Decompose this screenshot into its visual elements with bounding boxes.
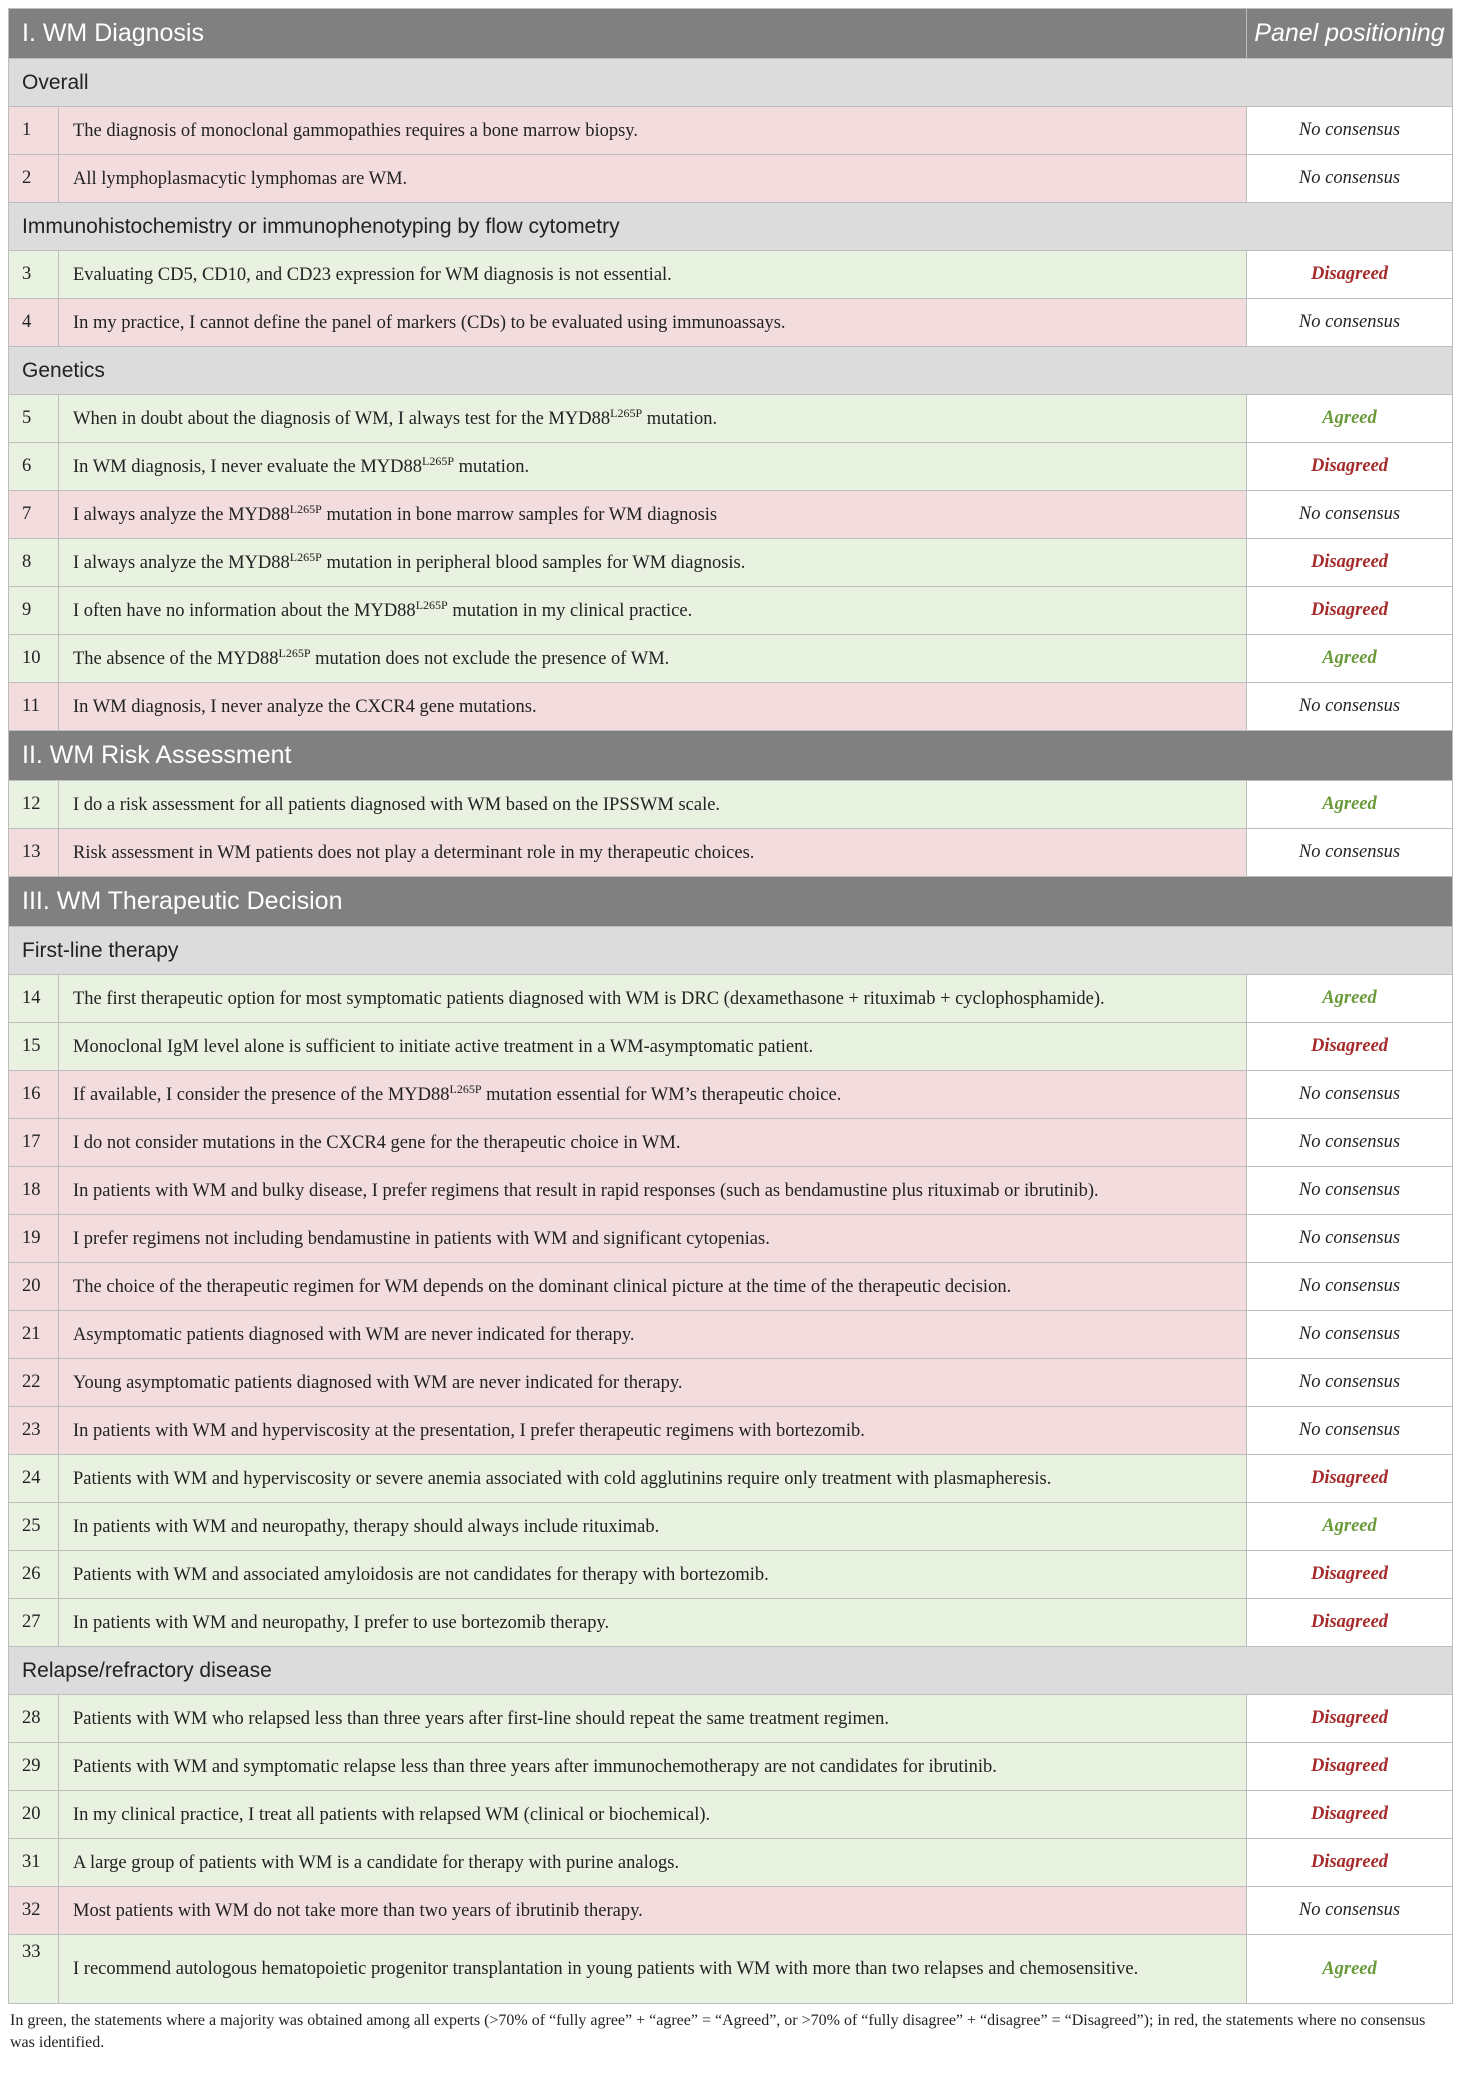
- statement-number: 7: [9, 491, 59, 539]
- section-title: II. WM Risk Assessment: [9, 731, 1453, 781]
- statement-text-part: I do not consider mutations in the CXCR4 gene for the therapeutic choice in WM.: [73, 1132, 681, 1153]
- statement-number: 32: [9, 1887, 59, 1935]
- section-header-risk: [9, 731, 1453, 781]
- statement-row: [9, 1887, 1453, 1935]
- statement-text-part: mutation.: [642, 408, 718, 429]
- statement-number: 11: [9, 683, 59, 731]
- statement-number: 21: [9, 1311, 59, 1359]
- subsection-header: [9, 347, 1453, 395]
- statement-text-part: Young asymptomatic patients diagnosed with WM are never indicated for therapy.: [73, 1372, 683, 1393]
- status-disagreed: Disagreed: [1310, 264, 1389, 284]
- statement-number: 10: [9, 635, 59, 683]
- panel-position-cell: [1247, 975, 1453, 1023]
- status-nocons: No consensus: [1298, 1900, 1401, 1920]
- panel-position-cell: [1247, 395, 1453, 443]
- status-agreed: Agreed: [1322, 988, 1377, 1008]
- statement-text: [59, 1791, 1247, 1839]
- statement-row: [9, 1839, 1453, 1887]
- statement-text-part: mutation in my clinical practice.: [447, 600, 693, 621]
- status-disagreed: Disagreed: [1310, 1756, 1389, 1776]
- statement-number: 33: [9, 1935, 59, 2004]
- statement-text-part: Monoclonal IgM level alone is sufficient to initiate active treatment in a WM-asymptomatic patient.: [73, 1036, 814, 1057]
- statement-number: 28: [9, 1695, 59, 1743]
- panel-position-cell: [1247, 1167, 1453, 1215]
- statement-number: 15: [9, 1023, 59, 1071]
- statement-row: [9, 1695, 1453, 1743]
- status-nocons: No consensus: [1298, 696, 1401, 716]
- status-agreed: Agreed: [1322, 648, 1377, 668]
- section-header-diagnosis: [9, 9, 1453, 59]
- statement-text: [59, 443, 1247, 491]
- statement-number: 23: [9, 1407, 59, 1455]
- statement-row: [9, 539, 1453, 587]
- subsection-header: [9, 1647, 1453, 1695]
- panel-position-cell: [1247, 491, 1453, 539]
- statement-text-part: Patients with WM and symptomatic relapse less than three years after immunochemotherapy are not candidates for ibrutinib.: [73, 1756, 997, 1777]
- statement-text: [59, 829, 1247, 877]
- statement-text: [59, 1263, 1247, 1311]
- statement-number: 2: [9, 155, 59, 203]
- statement-text-part: In my practice, I cannot define the panel of markers (CDs) to be evaluated using immunoassays.: [73, 312, 786, 333]
- statement-text: [59, 491, 1247, 539]
- statement-text-part: The first therapeutic option for most symptomatic patients diagnosed with WM is DRC (dexamethasone + rituximab + cyclophosphamide).: [73, 988, 1105, 1009]
- status-disagreed: Disagreed: [1310, 1564, 1389, 1584]
- panel-position-cell: [1247, 155, 1453, 203]
- statement-text: [59, 1839, 1247, 1887]
- status-disagreed: Disagreed: [1310, 1036, 1389, 1056]
- statement-text: [59, 1887, 1247, 1935]
- statement-number: 14: [9, 975, 59, 1023]
- statement-text: [59, 299, 1247, 347]
- statement-text-part: mutation essential for WM’s therapeutic choice.: [481, 1084, 842, 1105]
- mutation-superscript: L265P: [449, 1081, 482, 1096]
- panel-position-cell: [1247, 635, 1453, 683]
- statement-row: [9, 781, 1453, 829]
- status-agreed: Agreed: [1322, 794, 1377, 814]
- statement-row: [9, 829, 1453, 877]
- status-disagreed: Disagreed: [1310, 1852, 1389, 1872]
- panel-position-cell: [1247, 1215, 1453, 1263]
- statement-row: [9, 1311, 1453, 1359]
- statement-row: [9, 1743, 1453, 1791]
- statement-number: 20: [9, 1263, 59, 1311]
- panel-position-cell: [1247, 683, 1453, 731]
- statement-text-part: mutation.: [454, 456, 530, 477]
- subsection-header: [9, 927, 1453, 975]
- status-nocons: No consensus: [1298, 312, 1401, 332]
- panel-position-cell: [1247, 299, 1453, 347]
- statement-text: [59, 107, 1247, 155]
- statement-text: [59, 1023, 1247, 1071]
- statement-text-part: I always analyze the MYD88: [73, 552, 290, 573]
- statement-number: 8: [9, 539, 59, 587]
- mutation-superscript: L265P: [415, 597, 448, 612]
- status-agreed: Agreed: [1322, 1516, 1377, 1536]
- statement-number: 18: [9, 1167, 59, 1215]
- statement-text-part: Risk assessment in WM patients does not play a determinant role in my therapeutic choices.: [73, 842, 755, 863]
- statement-row: [9, 1455, 1453, 1503]
- statement-row: [9, 1071, 1453, 1119]
- subsection-title: Genetics: [9, 347, 1453, 395]
- statement-text: [59, 1599, 1247, 1647]
- subsection-title: Overall: [9, 59, 1453, 107]
- statement-text-part: In patients with WM and neuropathy, therapy should always include rituximab.: [73, 1516, 660, 1537]
- statement-text-part: I often have no information about the MYD88: [73, 600, 416, 621]
- panel-position-cell: [1247, 1599, 1453, 1647]
- panel-position-cell: [1247, 1407, 1453, 1455]
- subsection-title: First-line therapy: [9, 927, 1453, 975]
- status-nocons: No consensus: [1298, 1132, 1401, 1152]
- statement-number: 6: [9, 443, 59, 491]
- statement-text-part: I do a risk assessment for all patients diagnosed with WM based on the IPSSWM scale.: [73, 794, 721, 815]
- statement-text-part: All lymphoplasmacytic lymphomas are WM.: [73, 168, 408, 189]
- panel-position-cell: [1247, 1743, 1453, 1791]
- panel-position-cell: [1247, 1263, 1453, 1311]
- statement-text: [59, 1167, 1247, 1215]
- statement-text: [59, 587, 1247, 635]
- status-agreed: Agreed: [1322, 408, 1377, 428]
- status-disagreed: Disagreed: [1310, 1708, 1389, 1728]
- status-nocons: No consensus: [1298, 1084, 1401, 1104]
- panel-position-cell: [1247, 1551, 1453, 1599]
- status-disagreed: Disagreed: [1310, 600, 1389, 620]
- statement-number: 26: [9, 1551, 59, 1599]
- statement-row: [9, 1023, 1453, 1071]
- statement-row: [9, 1359, 1453, 1407]
- table-footnote: In green, the statements where a majority was obtained among all experts (>70% of “fully agree” + “agree” = “Agreed”, or >70% of “fully disagree” + “disagree” = “Disagreed”); in red, the statements where no consensus was identified.: [10, 2012, 1426, 2051]
- statement-text-part: In WM diagnosis, I never analyze the CXCR4 gene mutations.: [73, 696, 537, 717]
- consensus-table: [8, 8, 1453, 2004]
- statement-row: [9, 1167, 1453, 1215]
- statement-text: [59, 1215, 1247, 1263]
- statement-text-part: Patients with WM and associated amyloidosis are not candidates for therapy with bortezomib.: [73, 1564, 769, 1585]
- statement-row: [9, 251, 1453, 299]
- statement-text-part: Most patients with WM do not take more than two years of ibrutinib therapy.: [73, 1900, 643, 1921]
- statement-text-part: In patients with WM and hyperviscosity at the presentation, I prefer therapeutic regimens with bortezomib.: [73, 1420, 865, 1441]
- statement-text: [59, 1551, 1247, 1599]
- statement-row: [9, 587, 1453, 635]
- statement-text-part: Patients with WM who relapsed less than three years after first-line should repeat the same treatment regimen.: [73, 1708, 889, 1729]
- statement-text-part: I recommend autologous hematopoietic progenitor transplantation in young patients with WM with more than two relapses and chemosensitive.: [73, 1959, 1139, 1979]
- panel-position-cell: [1247, 1935, 1453, 2004]
- subsection-header: [9, 59, 1453, 107]
- statement-text: [59, 395, 1247, 443]
- statement-text: [59, 1503, 1247, 1551]
- statement-row: [9, 1407, 1453, 1455]
- statement-row: [9, 299, 1453, 347]
- panel-position-cell: [1247, 1119, 1453, 1167]
- status-nocons: No consensus: [1298, 842, 1401, 862]
- statement-text: [59, 155, 1247, 203]
- status-nocons: No consensus: [1298, 168, 1401, 188]
- mutation-superscript: L265P: [422, 453, 455, 468]
- status-disagreed: Disagreed: [1310, 1468, 1389, 1488]
- statement-row: [9, 395, 1453, 443]
- statement-number: 24: [9, 1455, 59, 1503]
- panel-position-cell: [1247, 781, 1453, 829]
- statement-row: [9, 1119, 1453, 1167]
- panel-position-cell: [1247, 1023, 1453, 1071]
- section-title: III. WM Therapeutic Decision: [9, 877, 1453, 927]
- statement-row: [9, 1503, 1453, 1551]
- statement-number: 20: [9, 1791, 59, 1839]
- status-disagreed: Disagreed: [1310, 1612, 1389, 1632]
- statement-text: [59, 1119, 1247, 1167]
- statement-text: [59, 1359, 1247, 1407]
- statement-text: [59, 635, 1247, 683]
- panel-position-cell: [1247, 829, 1453, 877]
- panel-position-cell: [1247, 1791, 1453, 1839]
- subsection-title: Immunohistochemistry or immunophenotyping by flow cytometry: [9, 203, 1453, 251]
- section-title: I. WM Diagnosis: [9, 9, 1247, 59]
- mutation-superscript: L265P: [610, 405, 643, 420]
- panel-position-cell: [1247, 251, 1453, 299]
- statement-text: [59, 683, 1247, 731]
- statement-row: [9, 1599, 1453, 1647]
- panel-position-cell: [1247, 1503, 1453, 1551]
- status-agreed: Agreed: [1322, 1958, 1377, 1979]
- status-nocons: No consensus: [1298, 1372, 1401, 1392]
- status-nocons: No consensus: [1298, 120, 1401, 140]
- table-container: [8, 8, 1452, 2054]
- statement-row: [9, 107, 1453, 155]
- status-nocons: No consensus: [1298, 1276, 1401, 1296]
- panel-position-cell: [1247, 1071, 1453, 1119]
- statement-text-part: mutation in bone marrow samples for WM diagnosis: [321, 504, 718, 525]
- panel-position-cell: [1247, 1359, 1453, 1407]
- subsection-title: Relapse/refractory disease: [9, 1647, 1453, 1695]
- subsection-header: [9, 203, 1453, 251]
- statement-text-part: mutation does not exclude the presence of WM.: [310, 648, 670, 669]
- statement-text-part: I always analyze the MYD88: [73, 504, 290, 525]
- panel-position-cell: [1247, 587, 1453, 635]
- statement-number: 22: [9, 1359, 59, 1407]
- mutation-superscript: L265P: [278, 645, 311, 660]
- status-disagreed: Disagreed: [1310, 1804, 1389, 1824]
- statement-number: 31: [9, 1839, 59, 1887]
- status-nocons: No consensus: [1298, 1420, 1401, 1440]
- statement-number: 16: [9, 1071, 59, 1119]
- statement-number: 27: [9, 1599, 59, 1647]
- statement-row: [9, 683, 1453, 731]
- panel-position-cell: [1247, 443, 1453, 491]
- statement-row: [9, 443, 1453, 491]
- statement-number: 5: [9, 395, 59, 443]
- statement-text: [59, 1455, 1247, 1503]
- statement-text: [59, 1935, 1247, 2004]
- statement-row: [9, 1215, 1453, 1263]
- statement-text-part: The absence of the MYD88: [73, 648, 279, 669]
- statement-number: 25: [9, 1503, 59, 1551]
- statement-text: [59, 1071, 1247, 1119]
- panel-position-cell: [1247, 1839, 1453, 1887]
- panel-position-cell: [1247, 1887, 1453, 1935]
- statement-row: [9, 1551, 1453, 1599]
- panel-positioning-header: Panel positioning: [1247, 9, 1453, 59]
- statement-row: [9, 491, 1453, 539]
- statement-row: [9, 155, 1453, 203]
- statement-number: 13: [9, 829, 59, 877]
- statement-text-part: The choice of the therapeutic regimen for WM depends on the dominant clinical picture at the time of the therapeutic decision.: [73, 1276, 1012, 1297]
- mutation-superscript: L265P: [289, 501, 322, 516]
- statement-number: 19: [9, 1215, 59, 1263]
- statement-text: [59, 975, 1247, 1023]
- status-nocons: No consensus: [1298, 1324, 1401, 1344]
- statement-text: [59, 1311, 1247, 1359]
- status-nocons: No consensus: [1298, 1228, 1401, 1248]
- statement-number: 4: [9, 299, 59, 347]
- statement-text-part: In WM diagnosis, I never evaluate the MYD88: [73, 456, 423, 477]
- section-header-therapy: [9, 877, 1453, 927]
- statement-text-part: Evaluating CD5, CD10, and CD23 expression for WM diagnosis is not essential.: [73, 264, 672, 285]
- statement-number: 17: [9, 1119, 59, 1167]
- statement-number: 9: [9, 587, 59, 635]
- statement-row: [9, 635, 1453, 683]
- panel-position-cell: [1247, 1695, 1453, 1743]
- panel-position-cell: [1247, 539, 1453, 587]
- panel-position-cell: [1247, 1311, 1453, 1359]
- statement-number: 12: [9, 781, 59, 829]
- mutation-superscript: L265P: [289, 549, 322, 564]
- status-disagreed: Disagreed: [1310, 456, 1389, 476]
- status-nocons: No consensus: [1298, 1180, 1401, 1200]
- statement-row: [9, 1263, 1453, 1311]
- statement-text-part: In patients with WM and neuropathy, I prefer to use bortezomib therapy.: [73, 1612, 610, 1633]
- statement-text-part: In patients with WM and bulky disease, I prefer regimens that result in rapid responses (such as bendamustine plus rituximab or ibrutinib).: [73, 1180, 1099, 1201]
- statement-text: [59, 1695, 1247, 1743]
- statement-text-part: Asymptomatic patients diagnosed with WM are never indicated for therapy.: [73, 1324, 635, 1345]
- statement-text-part: Patients with WM and hyperviscosity or severe anemia associated with cold agglutinins require only treatment with plasmapheresis.: [73, 1468, 1052, 1489]
- statement-text: [59, 1407, 1247, 1455]
- panel-position-cell: [1247, 107, 1453, 155]
- statement-number: 3: [9, 251, 59, 299]
- statement-row: [9, 975, 1453, 1023]
- status-disagreed: Disagreed: [1310, 552, 1389, 572]
- statement-text: [59, 251, 1247, 299]
- statement-text: [59, 539, 1247, 587]
- panel-position-cell: [1247, 1455, 1453, 1503]
- statement-text-part: In my clinical practice, I treat all patients with relapsed WM (clinical or biochemical).: [73, 1804, 711, 1825]
- statement-number: 29: [9, 1743, 59, 1791]
- statement-text-part: mutation in peripheral blood samples for WM diagnosis.: [321, 552, 746, 573]
- statement-text-part: I prefer regimens not including bendamustine in patients with WM and significant cytopenias.: [73, 1228, 770, 1249]
- status-nocons: No consensus: [1298, 504, 1401, 524]
- statement-text-part: The diagnosis of monoclonal gammopathies requires a bone marrow biopsy.: [73, 120, 638, 141]
- statement-row: [9, 1791, 1453, 1839]
- statement-text: [59, 1743, 1247, 1791]
- statement-text-part: If available, I consider the presence of the MYD88: [73, 1084, 450, 1105]
- statement-text-part: When in doubt about the diagnosis of WM, I always test for the MYD88: [73, 408, 611, 429]
- statement-text: [59, 781, 1247, 829]
- statement-number: 1: [9, 107, 59, 155]
- statement-text-part: A large group of patients with WM is a candidate for therapy with purine analogs.: [73, 1852, 680, 1873]
- statement-row: [9, 1935, 1453, 2004]
